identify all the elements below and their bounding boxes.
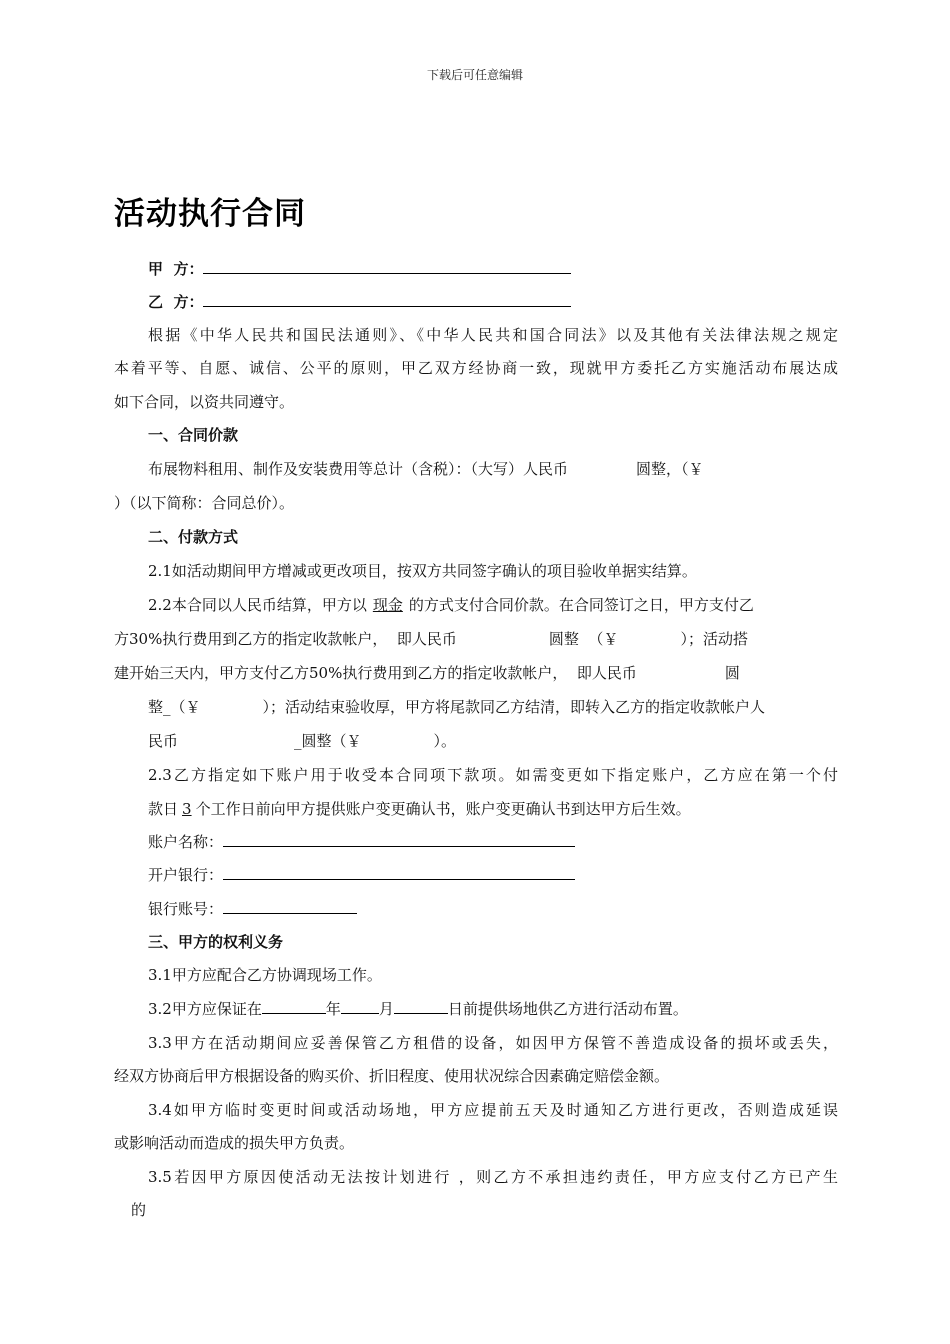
clause-3-3: 3.3甲方在活动期间应妥善保管乙方租借的设备，如因甲方保管不善造成设备的损坏或丢失， [148,1034,838,1052]
section-3-heading: 三、甲方的权利义务 [148,933,284,951]
day-blank [394,998,448,1014]
clause-text: 日前提供场地供乙方进行活动布置。 [447,1000,688,1018]
account-number-line [148,898,838,920]
section-1-line [148,458,838,480]
account-name-line [148,831,838,853]
account-bank-blank [223,864,575,880]
month-blank [341,998,379,1014]
preamble-line: 本着平等、自愿、诚信、公平的原则，甲乙双方经协商一致，现就甲方委托乙方实施活动布展达成 [114,359,838,377]
account-bank-line [148,864,838,886]
clause-text: 2.2本合同以人民币结算，甲方以 [148,596,367,614]
clause-2-2 [148,594,838,616]
price-text: 圆整，（￥ [636,460,704,478]
clause-3-5: 的 [131,1201,147,1219]
account-bank-label: 开户银行： [148,866,224,884]
clause-2-3 [148,798,838,820]
party-b-line [148,291,838,313]
preamble-line: 如下合同，以资共同遵守。 [114,393,295,411]
clause-text: ）。 [433,732,457,750]
year-blank [262,998,326,1014]
party-b-blank [203,291,571,307]
account-name-label: 账户名称： [148,833,224,851]
clause-text: 款日 [148,800,179,818]
clause-3-5: 3.5若因甲方原因使活动无法按计划进行 ，则乙方不承担违约责任，甲方应支付乙方已产生 [148,1168,838,1186]
clause-text: _圆整（￥ [294,732,362,750]
party-a-label: 甲 方： [148,260,204,278]
clause-text: 整_（￥ [148,698,201,716]
clause-2-1: 2.1如活动期间甲方增减或更改项目，按双方共同签字确认的项目验收单据实结算。 [148,562,697,580]
clause-text: 的方式支付合同价款。在合同签订之日，甲方支付乙 [408,596,754,614]
party-b-label: 乙 方： [148,293,204,311]
section-2-heading: 二、付款方式 [148,528,239,546]
clause-2-2 [148,696,838,718]
clause-2-3: 2.3乙方指定如下账户用于收受本合同项下款项。如需变更如下指定账户，乙方应在第一个付 [148,766,838,784]
clause-text: 个工作日前向甲方提供账户变更确认书，账户变更确认书到达甲方后生效。 [195,800,691,818]
clause-3-4: 3.4如甲方临时变更时间或活动场地，甲方应提前五天及时通知乙方进行更改，否则造成延误 [148,1101,838,1119]
clause-2-2 [114,628,838,650]
account-name-blank [223,831,575,847]
clause-text: 方30%执行费用到乙方的指定收款帐户， 即人民币 [114,630,457,648]
preamble-line: 根据《中华人民共和国民法通则》、《中华人民共和国合同法》以及其他有关法律法规之规定 [148,326,838,344]
clause-text: ）；活动搭 [680,630,748,648]
price-text: 布展物料租用、制作及安装费用等总计（含税）：（大写）人民币 [148,460,569,478]
party-a-blank [203,258,571,274]
clause-3-2 [148,998,838,1020]
clause-text: 月 [378,1000,394,1018]
clause-text: 圆 [724,664,740,682]
clause-2-2 [114,662,838,684]
account-number-blank [223,898,357,914]
clause-text: 圆整 （￥ [548,630,619,648]
clause-text: 建开始三天内，甲方支付乙方50%执行费用到乙方的指定收款帐户， 即人民币 [114,664,637,682]
clause-text: 民币 [148,732,179,750]
clause-text: ）；活动结束验收厚，甲方将尾款同乙方结清，即转入乙方的指定收款帐户人 [262,698,766,716]
party-a-line [148,258,838,280]
clause-text: 年 [325,1000,341,1018]
payment-method: 现金 [372,596,403,614]
page-header: 下载后可任意编辑 [426,68,523,82]
section-1-line: ）（以下简称：合同总价）。 [114,494,295,512]
document-title: 活动执行合同 [114,196,306,232]
account-number-label: 银行账号： [148,900,224,918]
clause-3-4: 或影响活动而造成的损失甲方负责。 [114,1134,355,1152]
clause-text: 3.2甲方应保证在 [148,1000,262,1018]
section-1-heading: 一、合同价款 [148,426,239,444]
clause-3-3: 经双方协商后甲方根据设备的购买价、折旧程度、使用状况综合因素确定赔偿金额。 [114,1067,670,1085]
clause-2-2 [148,730,838,752]
clause-3-1: 3.1甲方应配合乙方协调现场工作。 [148,966,382,984]
notice-days: 3 [182,800,192,818]
